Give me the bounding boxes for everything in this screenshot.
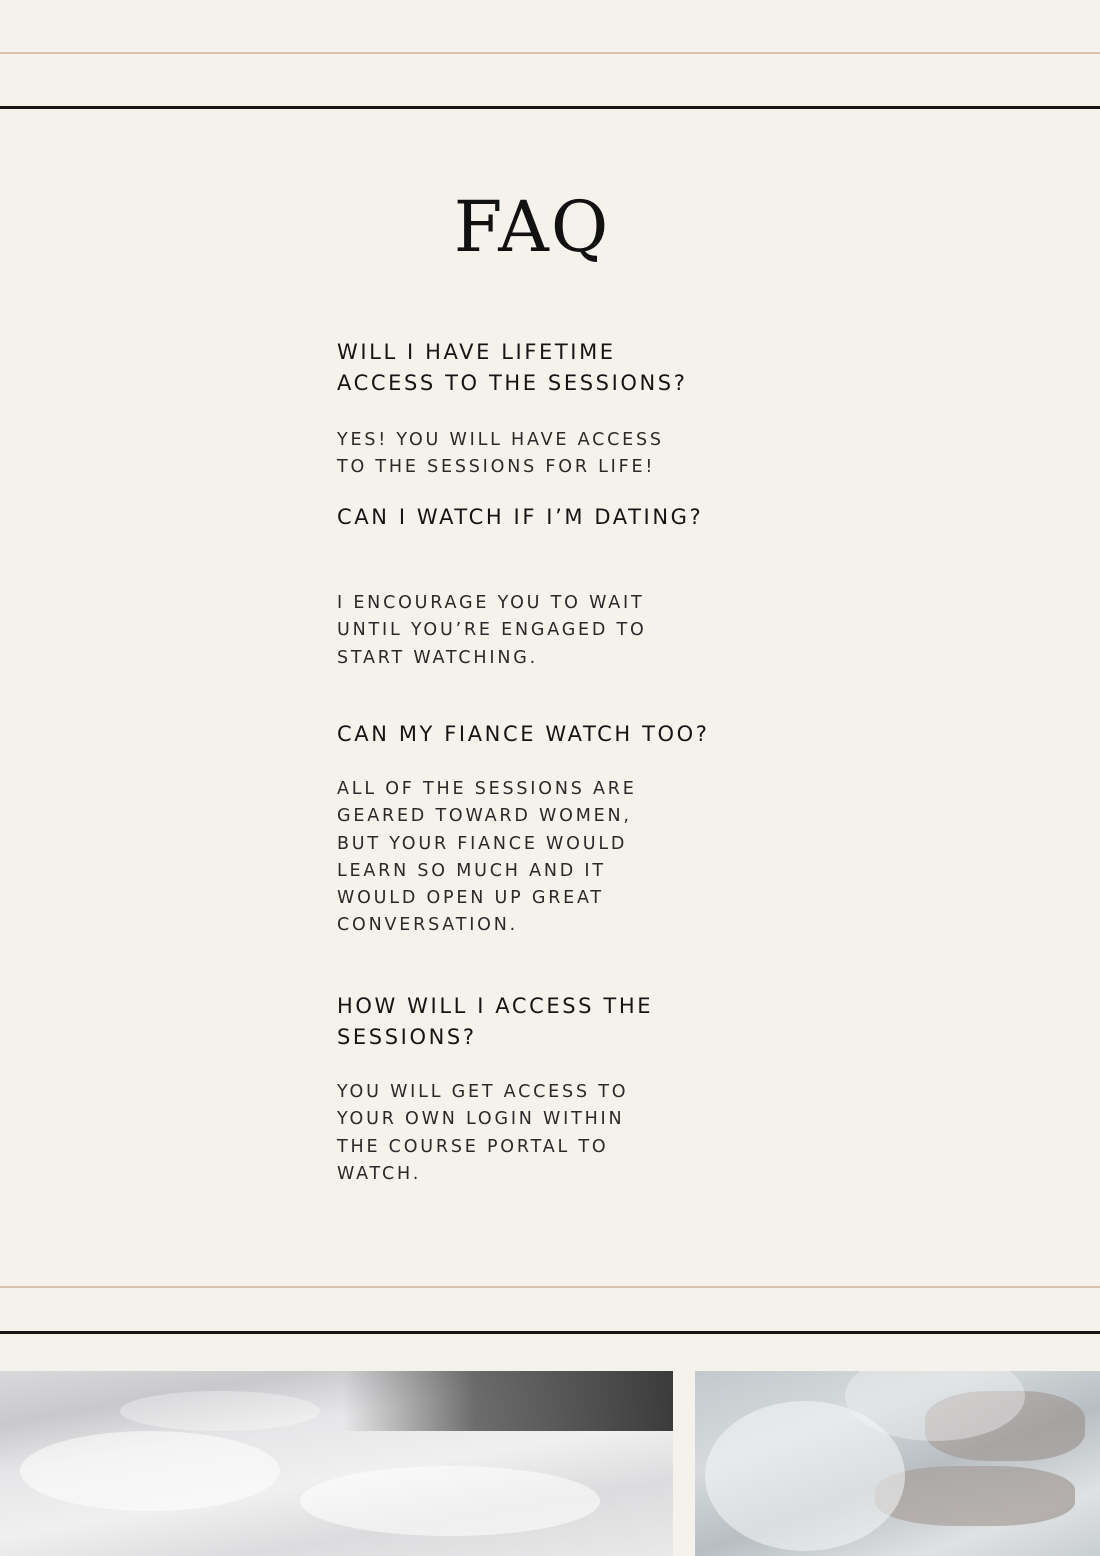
- faq-question-1: WILL I HAVE LIFETIME ACCESS TO THE SESSIONS?: [337, 340, 688, 395]
- bridal-veil-photo: [695, 1371, 1100, 1556]
- faq-answer-2: I ENCOURAGE YOU TO WAIT UNTIL YOU’RE ENGAGED TO START WATCHING.: [337, 593, 647, 668]
- page-title: FAQ: [453, 186, 611, 268]
- sheet-fold: [300, 1466, 600, 1536]
- faq-answer-4: YOU WILL GET ACCESS TO YOUR OWN LOGIN WITHIN THE COURSE PORTAL TO WATCH.: [337, 1082, 629, 1184]
- sheet-fold: [120, 1391, 320, 1431]
- faq-answer-3: ALL OF THE SESSIONS ARE GEARED TOWARD WOMEN, BUT YOUR FIANCE WOULD LEARN SO MUCH AND IT WOULD OPEN UP GREAT CONVERSATION.: [337, 779, 637, 936]
- faq-answer-1: YES! YOU WILL HAVE ACCESS TO THE SESSIONS FOR LIFE!: [337, 430, 664, 478]
- top-black-rule: [0, 106, 1100, 109]
- sheet-fold: [20, 1431, 280, 1511]
- faq-question-3: CAN MY FIANCE WATCH TOO?: [337, 722, 710, 746]
- bottom-black-rule: [0, 1331, 1100, 1334]
- bottom-tan-rule: [0, 1286, 1100, 1288]
- foot-shape: [875, 1466, 1075, 1526]
- white-bedsheets-photo: [0, 1371, 673, 1556]
- faq-question-2: CAN I WATCH IF I’M DATING?: [337, 505, 704, 529]
- photo-shadow: [343, 1371, 673, 1431]
- top-tan-rule: [0, 52, 1100, 54]
- faq-question-4: HOW WILL I ACCESS THE SESSIONS?: [337, 994, 654, 1049]
